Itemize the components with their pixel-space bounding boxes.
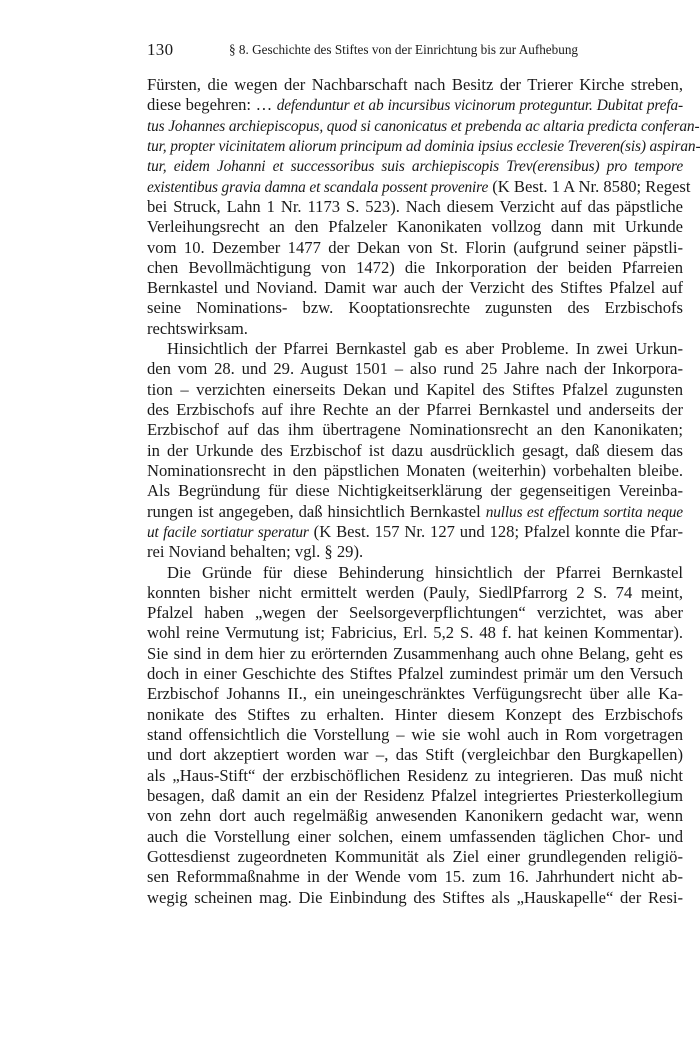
text-segment: Pfalzel haben „wegen der Seelsorgeverpflichtungen“ verzichtet, was aber <box>147 603 683 623</box>
text-segment: chen Bevollmächtigung von 1472) die Inkorporation der beiden Pfarreien <box>147 257 683 277</box>
text-line <box>147 847 683 867</box>
text-segment: Erzbischof auf das ihm übertragene Nominationsrecht an den Kanonikaten; <box>147 420 683 440</box>
text-line <box>147 888 683 908</box>
text-line <box>147 664 683 684</box>
text-segment: Verleihungsrecht an den Pfalzeler Kanonikaten vollzog dann mit Urkunde <box>147 217 683 237</box>
text-line <box>147 258 683 278</box>
page-header <box>147 40 683 62</box>
text-segment: (K Best. 157 Nr. 127 und 128; Pfalzel konnte die Pfar- <box>308 521 683 541</box>
text-line <box>147 867 683 887</box>
text-line <box>147 116 700 136</box>
text-segment: auch die Vorstellung einer solchen, einem umfassenden täglichen Chor- und <box>147 826 683 846</box>
text-segment: Nominationsrecht in den päpstlichen Monaten (weiterhin) vorbehalten bleibe. <box>147 460 683 480</box>
text-line <box>147 644 683 664</box>
text-segment: Erzbischof Johanns II., ein uneingeschränktes Verfügungsrecht über alle Ka- <box>147 684 683 704</box>
text-line <box>147 75 683 95</box>
text-line <box>147 623 683 643</box>
text-segment: sen Reformmaßnahme in der Wende vom 15. zum 16. Jahrhundert nicht ab- <box>147 867 683 887</box>
text-segment: tion – verzichten einerseits Dekan und Kapitel des Stiftes Pfalzel zugunsten <box>147 379 683 399</box>
running-title: § 8. Geschichte des Stiftes von der Einrichtung bis zur Aufhebung <box>229 42 579 57</box>
text-segment: diese begehren: … <box>147 95 277 115</box>
text-segment: (K Best. 1 A Nr. 8580; Regest <box>488 176 691 196</box>
text-segment: bei Struck, Lahn 1 Nr. 1173 S. 523). Nach diesem Verzicht auf das päpstliche <box>147 196 683 216</box>
text-segment: Hinsichtlich der Pfarrei Bernkastel gab es aber Probleme. In zwei Urkun- <box>167 339 683 359</box>
text-line <box>147 705 683 725</box>
text-line <box>147 441 683 461</box>
text-line <box>147 420 683 440</box>
text-line <box>147 827 683 847</box>
text-segment: Die Gründe für diese Behinderung hinsichtlich der Pfarrei Bernkastel <box>167 562 683 582</box>
latin-quote-segment: existentibus gravia damna et scandala possent provenire <box>147 178 489 196</box>
text-segment: Als Begründung für diese Nichtigkeitserklärung der gegenseitigen Vereinba- <box>147 481 683 501</box>
text-line <box>147 725 683 745</box>
text-line <box>147 319 683 339</box>
text-segment: wohl reine Vermutung ist; Fabricius, Erl. 5,2 S. 48 f. hat keinen Kommentar). <box>147 623 683 643</box>
text-line <box>147 684 683 704</box>
latin-quote-segment: tus Johannes archiepiscopus, quod si canonicatus et prebenda ac altaria predicta conferan- <box>147 117 700 135</box>
text-segment: Sie sind in dem hier zu erörternden Zusammenhang auch ohne Belang, geht es <box>147 643 683 663</box>
text-line <box>147 217 683 237</box>
text-segment: vom 10. Dezember 1477 der Dekan von St. Florin (aufgrund seiner päpstli- <box>147 237 683 257</box>
text-segment: wegig scheinen mag. Die Einbindung des Stiftes als „Hauskapelle“ der Resi- <box>147 887 683 907</box>
text-line <box>147 95 683 115</box>
text-segment: stand offensichtlich die Vorstellung – wie sie wohl auch in Rom vorgetragen <box>147 725 683 744</box>
text-line <box>147 603 683 623</box>
text-line <box>147 400 683 420</box>
text-line <box>147 238 683 258</box>
text-line <box>147 176 691 197</box>
latin-quote-segment: tur, propter vicinitatem aliorum principum ad dominia ipsius ecclesie Treveren(sis) aspiran- <box>147 137 700 155</box>
text-segment: rei Noviand behalten; vgl. § 29). <box>147 542 364 562</box>
text-segment: als „Haus-Stift“ der erzbischöflichen Residenz zu integrieren. Das muß nicht <box>147 765 683 785</box>
text-line <box>147 542 683 562</box>
text-line <box>147 298 683 318</box>
text-line <box>147 380 683 400</box>
text-segment: Gottesdienst zugeordneten Kommunität als Ziel einer grundlegenden religiö- <box>147 846 683 866</box>
text-line <box>147 481 683 501</box>
text-segment: und dort akzeptiert worden war –, das Stift (vergleichbar den Burgkapellen) <box>147 745 683 765</box>
text-line <box>147 278 683 298</box>
text-line <box>147 339 683 359</box>
text-line <box>147 156 683 176</box>
text-segment: den vom 28. und 29. August 1501 – also rund 25 Jahre nach der Inkorpora- <box>147 359 683 379</box>
text-line <box>147 359 683 379</box>
body-text <box>147 75 700 908</box>
latin-quote-segment: ut facile sortiatur speratur <box>147 523 309 541</box>
text-segment: rungen ist angegeben, daß hinsichtlich Bernkastel <box>147 501 486 521</box>
text-segment: Bernkastel und Noviand. Damit war auch der Verzicht des Stiftes Pfalzel auf <box>147 278 683 298</box>
text-line <box>147 522 683 542</box>
text-segment: nonikate des Stiftes zu erhalten. Hinter diesem Konzept des Erzbischofs <box>147 704 683 724</box>
latin-quote-segment: tur, eidem Johanni et successoribus suis archiepiscopis Trev(erensibus) pro tempore <box>147 158 683 176</box>
text-line <box>147 806 683 826</box>
text-line <box>147 197 683 217</box>
text-line <box>147 786 683 806</box>
text-segment: konnten bisher nicht ermittelt werden (Pauly, SiedlPfarrorg 2 S. 74 meint, <box>147 582 683 602</box>
text-line <box>147 461 683 481</box>
text-segment: von zehn dort auch regelmäßig anwesenden Kanonikern gedacht war, wenn <box>147 806 683 826</box>
text-segment: in der Urkunde des Erzbischof ist dazu ausdrücklich gesagt, daß diesem das <box>147 440 683 460</box>
text-segment: seine Nominations- bzw. Kooptationsrechte zugunsten des Erzbischofs <box>147 298 683 318</box>
text-segment: Fürsten, die wegen der Nachbarschaft nach Besitz der Trierer Kirche streben, <box>147 75 683 94</box>
latin-quote-segment: defenduntur et ab incursibus vicinorum proteguntur. Dubitat prefa- <box>276 97 683 115</box>
text-segment: besagen, daß damit an ein der Residenz Pfalzel integriertes Priesterkollegium <box>147 785 683 805</box>
text-line <box>147 136 700 156</box>
page-number: 130 <box>147 40 174 59</box>
text-line <box>147 766 683 786</box>
text-segment: rechtswirksam. <box>147 318 248 338</box>
text-line <box>147 745 683 765</box>
text-line <box>147 583 683 603</box>
text-segment: doch in einer Geschichte des Stiftes Pfalzel zumindest primär um den Versuch <box>147 664 683 684</box>
text-line <box>147 502 683 522</box>
text-line <box>147 563 683 583</box>
text-segment: des Erzbischofs auf ihre Rechte an der Pfarrei Bernkastel und anderseits der <box>147 400 683 419</box>
latin-quote-segment: nullus est effectum sortita neque <box>485 503 683 521</box>
